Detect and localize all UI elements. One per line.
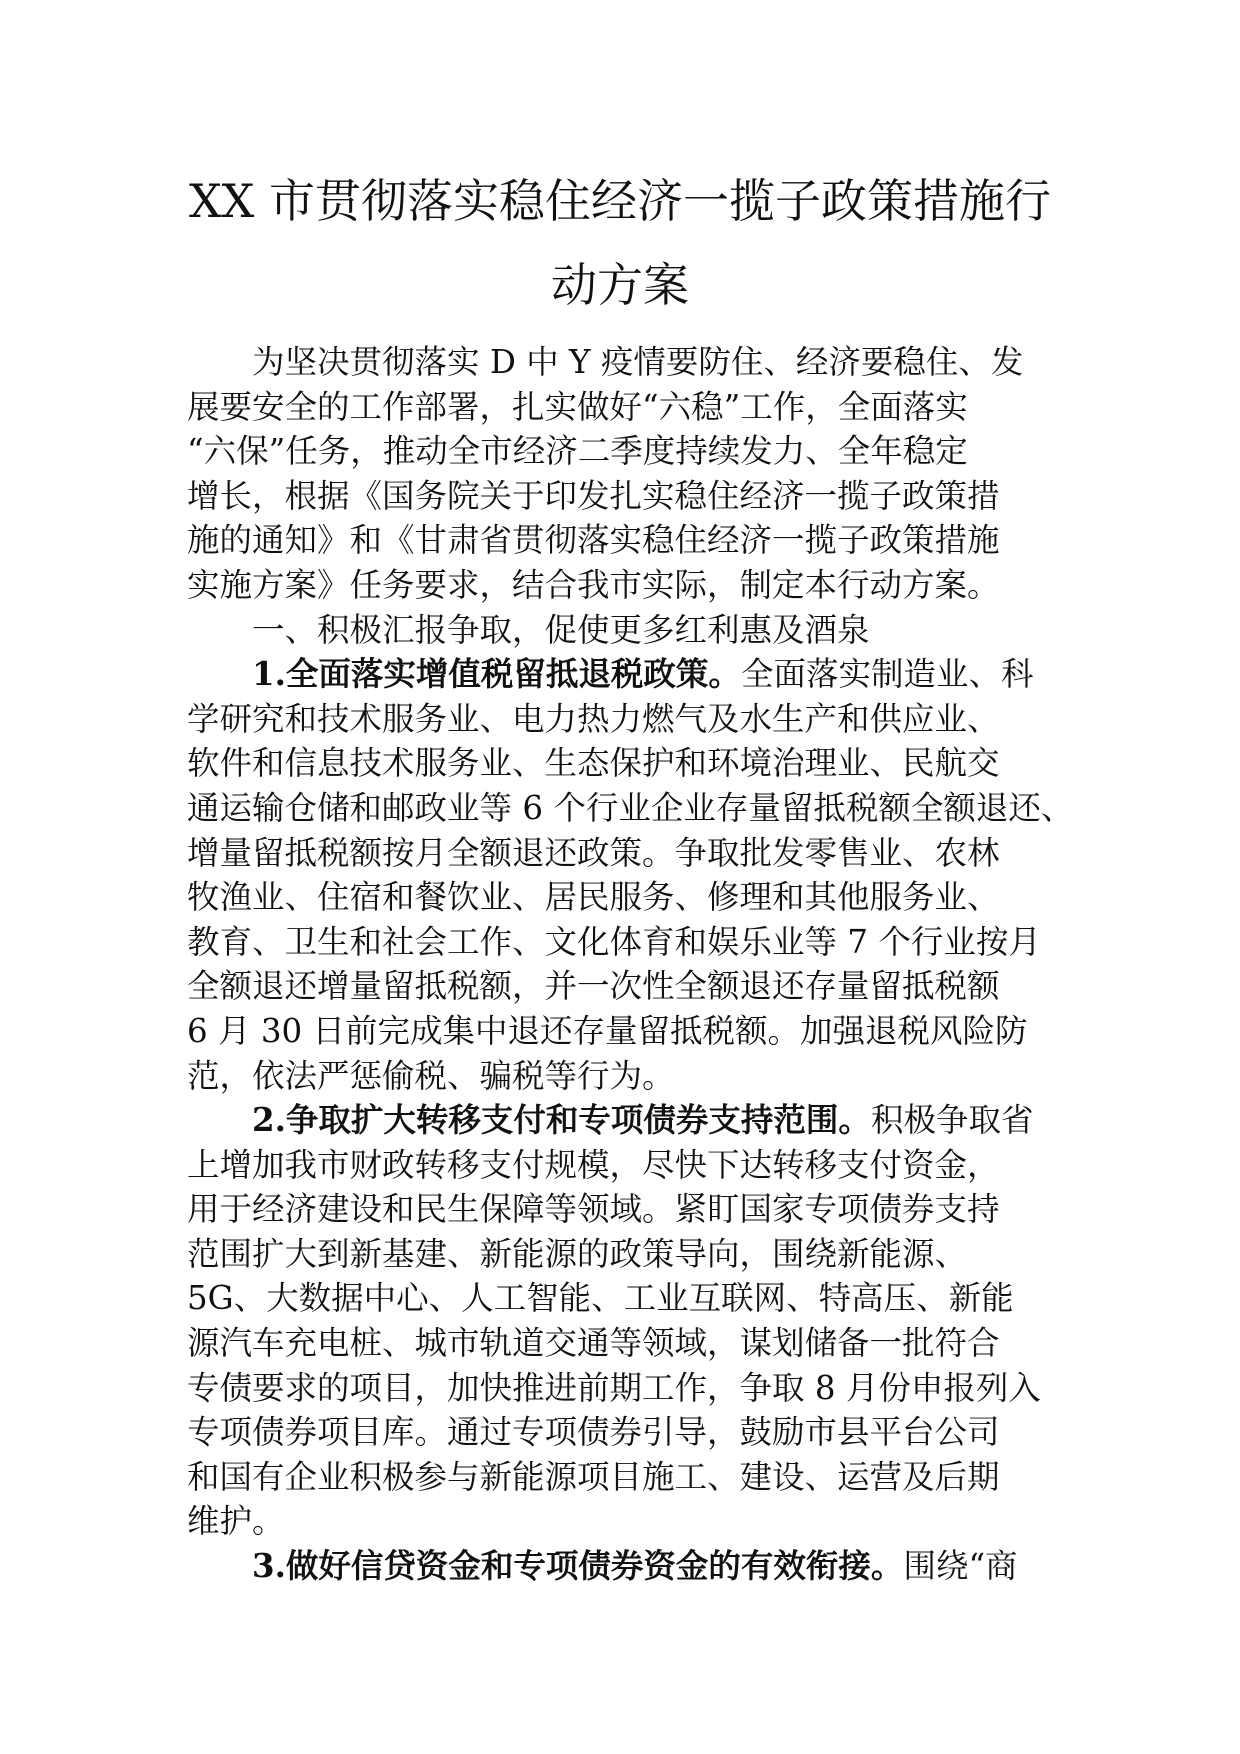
body-line — [187, 518, 1067, 563]
body-text-run: 全额退还增量留抵税额，并一次性全额退还存量留抵税额 — [187, 967, 1000, 1006]
body-line — [187, 652, 1067, 697]
body-line — [187, 1499, 1067, 1544]
body-line — [187, 429, 1067, 474]
body-text-run: 为坚决贯彻落实 D 中 Y 疫情要防住、经济要稳住、发 — [252, 343, 1024, 381]
body-line — [187, 875, 1067, 920]
body-text-run: 通运输仓储和邮政业等 6 个行业企业存量留抵税额全额退还、 — [187, 788, 1074, 827]
body-line — [187, 920, 1067, 965]
body-text-run: 施的通知》和《甘肃省贯彻落实稳住经济一揽子政策措施 — [187, 521, 1000, 560]
body-line — [187, 697, 1067, 742]
body-text-run: 和国有企业积极参与新能源项目施工、建设、运营及后期 — [187, 1457, 1000, 1496]
body-text-run: 全面落实制造业、科 — [740, 655, 1034, 694]
section-heading: 1.全面落实增值税留抵退税政策。 — [252, 654, 741, 694]
document-title-line-2: 动方案 — [551, 258, 689, 312]
body-text-run: 用于经济建设和民生保障等领域。紧盯国家专项债券支持 — [187, 1190, 1000, 1229]
body-text-run: 牧渔业、住宿和餐饮业、居民服务、修理和其他服务业、 — [187, 878, 1000, 917]
body-text-run: 维护。 — [187, 1502, 285, 1541]
body-text-run: 学研究和技术服务业、电力热力燃气及水生产和供应业、 — [187, 699, 1000, 738]
body-line — [187, 1366, 1067, 1411]
body-text-run: 6 月 30 日前完成集中退还存量留抵税额。加强退税风险防 — [187, 1011, 1028, 1050]
body-line — [187, 1455, 1067, 1500]
section-heading: 2.争取扩大转移支付和专项债券支持范围。 — [252, 1100, 871, 1140]
body-text-run: 教育、卫生和社会工作、文化体育和娱乐业等 7 个行业按月 — [187, 922, 1041, 961]
body-text-run: 增量留抵税额按月全额退还政策。争取批发零售业、农林 — [187, 833, 1000, 872]
body-line — [187, 340, 1067, 385]
body-line — [187, 1187, 1067, 1232]
body-line — [187, 964, 1067, 1009]
body-text-run: 源汽车充电桩、城市轨道交通等领域，谋划储备一批符合 — [187, 1324, 1000, 1363]
body-line — [187, 1098, 1067, 1143]
body-line — [187, 474, 1067, 519]
body-text-run: 围绕“商 — [903, 1547, 1018, 1586]
body-line — [187, 831, 1067, 876]
body-text-run: 一、积极汇报争取，促使更多红利惠及酒泉 — [252, 610, 870, 649]
body-line — [187, 1321, 1067, 1366]
body-text-run: 范围扩大到新基建、新能源的政策导向，围绕新能源、 — [187, 1234, 968, 1273]
body-text-run: 上增加我市财政转移支付规模，尽快下达转移支付资金， — [187, 1145, 1000, 1184]
body-line — [187, 1009, 1067, 1054]
document-body — [187, 340, 1074, 1589]
body-text-run: 展要安全的工作部署，扎实做好“六稳”工作，全面落实 — [187, 387, 968, 426]
body-line — [187, 1143, 1067, 1188]
body-line — [187, 1232, 1067, 1277]
body-line — [187, 1410, 1067, 1455]
body-text-run: 范，依法严惩偷税、骗税等行为。 — [187, 1056, 675, 1095]
body-text-run: 实施方案》任务要求，结合我市实际，制定本行动方案。 — [187, 565, 1000, 604]
document-title-line-1: XX 市贯彻落实稳住经济一揽子政策措施行 — [188, 174, 1052, 228]
body-text-run: “六保”任务，推动全市经济二季度持续发力、全年稳定 — [187, 432, 968, 471]
body-text-run: 增长，根据《国务院关于印发扎实稳住经济一揽子政策措 — [187, 476, 1000, 515]
body-line — [187, 608, 1067, 653]
body-line — [187, 1276, 1067, 1321]
section-heading: 3.做好信贷资金和专项债券资金的有效衔接。 — [252, 1546, 904, 1586]
body-line — [187, 1054, 1067, 1099]
body-line — [187, 1544, 1067, 1589]
body-text-run: 专债要求的项目，加快推进前期工作，争取 8 月份申报列入 — [187, 1368, 1041, 1407]
body-line — [187, 563, 1067, 608]
body-line — [187, 786, 1074, 831]
body-text-run: 5G、大数据中心、人工智能、工业互联网、特高压、新能 — [187, 1279, 1014, 1318]
body-line — [187, 385, 1067, 430]
body-line — [187, 741, 1067, 786]
body-text-run: 软件和信息技术服务业、生态保护和环境治理业、民航交 — [187, 744, 1000, 783]
body-text-run: 专项债券项目库。通过专项债券引导，鼓励市县平台公司 — [187, 1413, 1000, 1452]
body-text-run: 积极争取省 — [870, 1101, 1034, 1140]
